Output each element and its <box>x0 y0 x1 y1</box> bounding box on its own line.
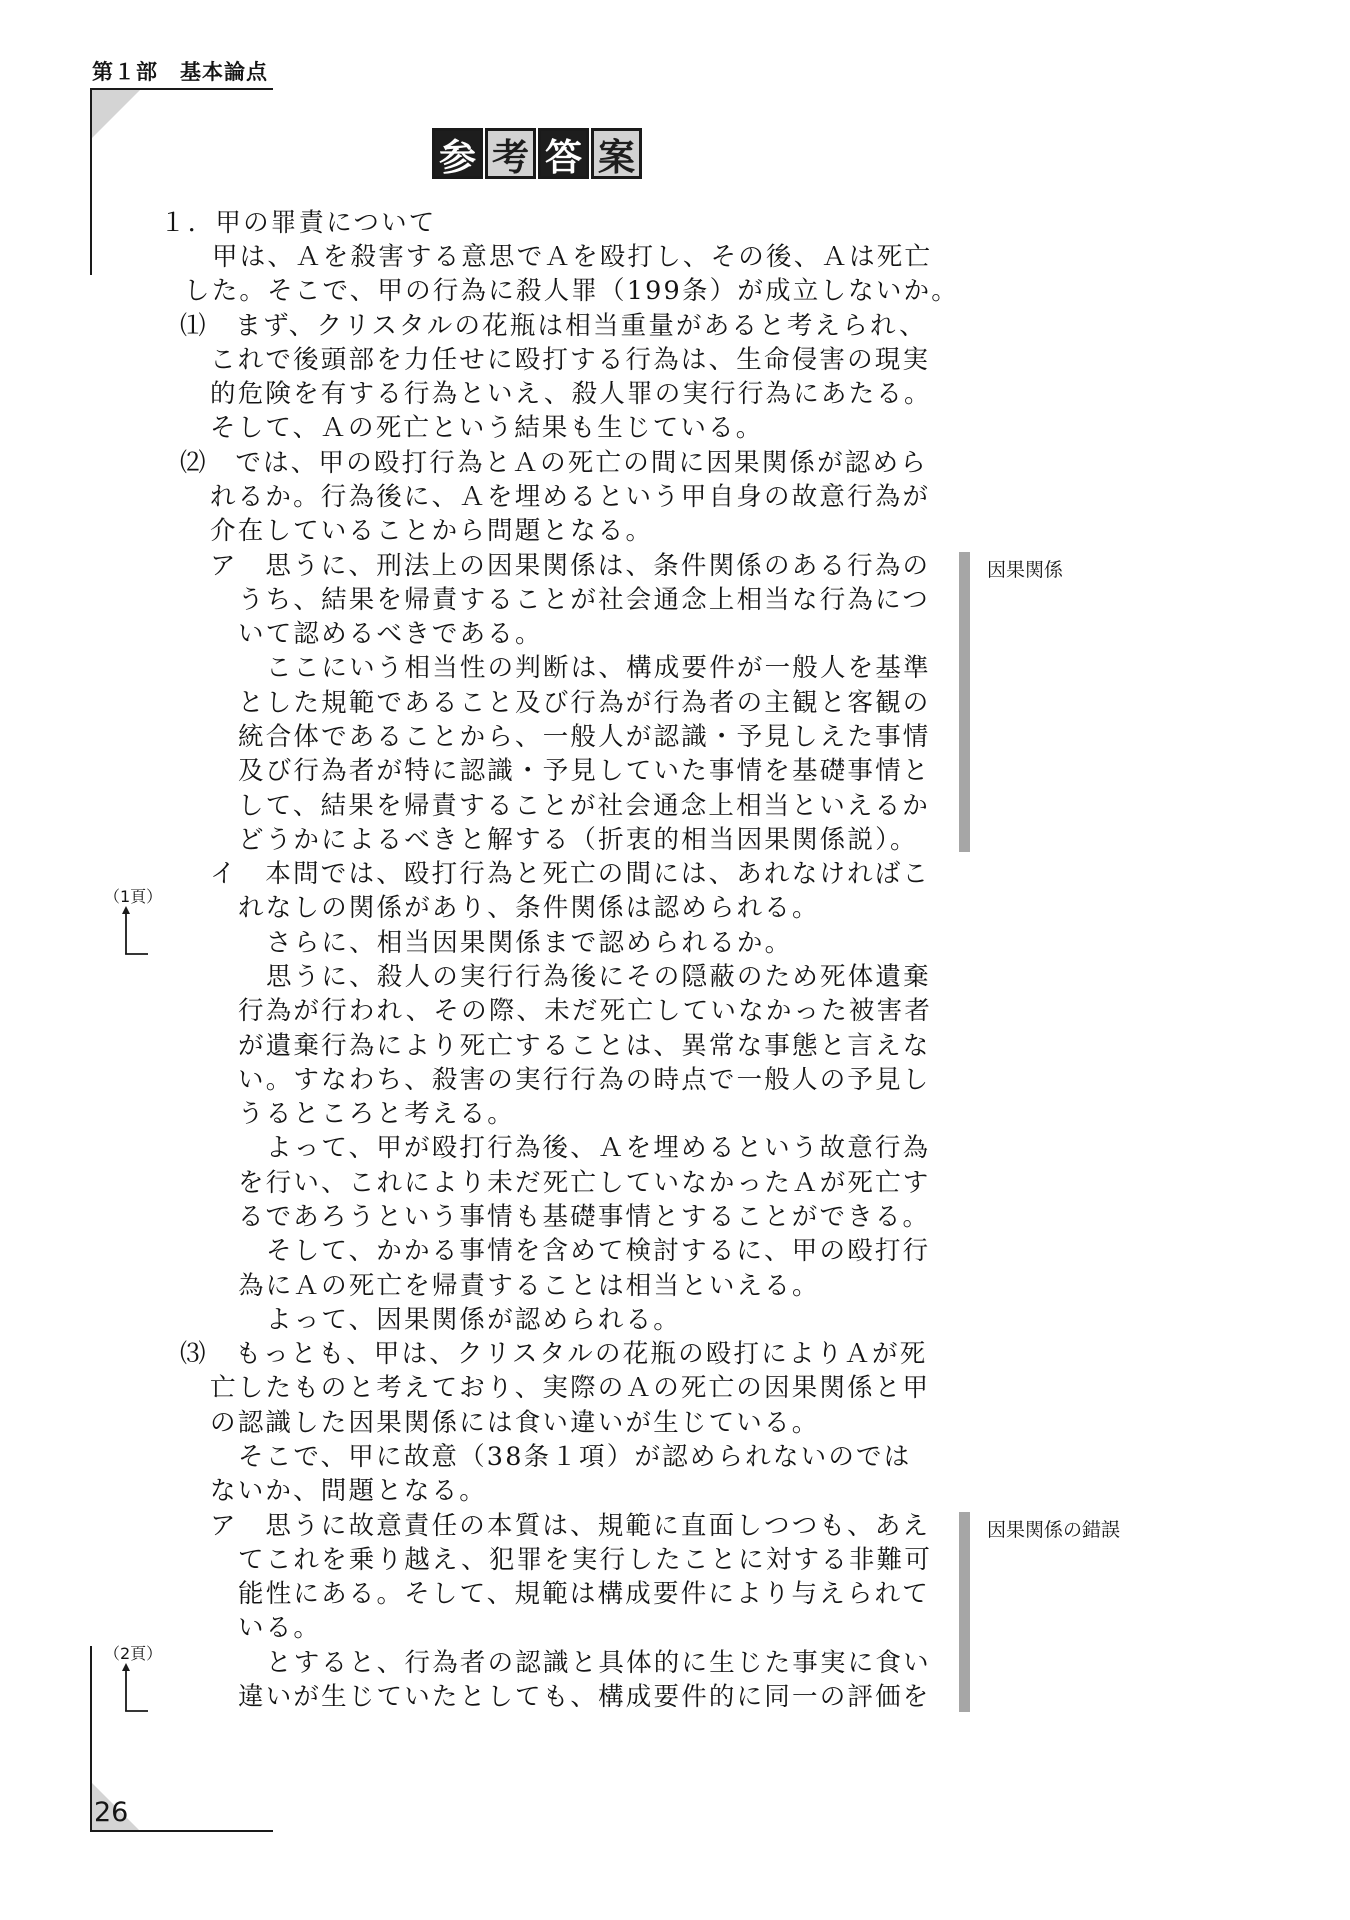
page-number: 26 <box>94 1797 129 1828</box>
title-char-box: 参 <box>432 128 483 179</box>
body-line: よって、甲が殴打行為後、Ａを埋めるという故意行為 <box>266 1133 931 1163</box>
body-line: そこで、甲に故意（38条１項）が認められないのでは <box>238 1442 912 1472</box>
body-line: れなしの関係があり、条件関係は認められる。 <box>238 893 820 923</box>
side-note-causation: 因果関係 <box>987 559 1064 581</box>
up-arrow-icon <box>116 906 150 956</box>
body-line: さらに、相当因果関係まで認められるか。 <box>266 928 793 958</box>
body-line: ⑶ もっとも、甲は、クリスタルの花瓶の殴打によりＡが死 <box>180 1339 928 1369</box>
title-char-box: 案 <box>591 128 642 179</box>
body-line: を行い、これにより未だ死亡していなかったＡが死亡す <box>238 1168 931 1198</box>
body-line: どうかによるべきと解する（折衷的相当因果関係説）。 <box>238 825 918 855</box>
footer-rule <box>90 1830 273 1832</box>
body-line: うるところと考える。 <box>238 1099 516 1129</box>
up-arrow-icon <box>116 1663 150 1713</box>
body-line: いて認めるべきである。 <box>238 619 543 649</box>
body-line: 介在していることから問題となる。 <box>210 516 654 546</box>
body-line: これで後頭部を力任せに殴打する行為は、生命侵害の現実 <box>210 345 931 375</box>
body-line: 的危険を有する行為といえ、殺人罪の実行行為にあたる。 <box>210 379 932 409</box>
body-line: とした規範であること及び行為が行為者の主観と客観の <box>238 688 931 718</box>
body-line: るであろうという事情も基礎事情とすることができる。 <box>238 1202 931 1232</box>
body-line: 亡したものと考えており、実際のＡの死亡の因果関係と甲 <box>210 1373 931 1403</box>
top-corner-triangle <box>92 90 140 138</box>
body-line: てこれを乗り越え、犯罪を実行したことに対する非難可 <box>238 1545 933 1575</box>
body-line: れるか。行為後に、Ａを埋めるという甲自身の故意行為が <box>210 482 931 512</box>
body-line: うち、結果を帰責することが社会通念上相当な行為につ <box>238 585 930 615</box>
body-line: そして、Ａの死亡という結果も生じている。 <box>210 413 764 443</box>
body-line: ⑵ では、甲の殴打行為とＡの死亡の間に因果関係が認めら <box>180 448 928 478</box>
body-line: 違いが生じていたとしても、構成要件的に同一の評価を <box>238 1682 931 1712</box>
body-line: 思うに、殺人の実行行為後にその隠蔽のため死体遺棄 <box>266 962 931 992</box>
side-note-causation-mistake: 因果関係の錯誤 <box>987 1519 1121 1541</box>
body-line: ア 思うに故意責任の本質は、規範に直面しつつも、あえ <box>210 1511 931 1541</box>
side-note-bar <box>959 552 970 852</box>
side-note-bar <box>959 1512 970 1712</box>
title-char-box: 答 <box>538 128 589 179</box>
body-line: して、結果を帰責することが社会通念上相当といえるか <box>238 791 930 821</box>
page-ref-2: （2頁） <box>104 1644 163 1663</box>
body-line: そして、かかる事情を含めて検討するに、甲の殴打行 <box>266 1236 931 1266</box>
body-line: 行為が行われ、その際、未だ死亡していなかった被害者 <box>238 996 933 1026</box>
body-line: ア 思うに、刑法上の因果関係は、条件関係のある行為の <box>210 551 931 581</box>
body-line: ここにいう相当性の判断は、構成要件が一般人を基準 <box>266 653 931 683</box>
body-line: 能性にある。そして、規範は構成要件により与えられて <box>238 1579 930 1609</box>
body-line: とすると、行為者の認識と具体的に生じた事実に食い <box>266 1648 931 1678</box>
body-line: い。すなわち、殺害の実行行為の時点で一般人の予見し <box>238 1065 931 1095</box>
body-line: が遺棄行為により死亡することは、異常な事態と言えな <box>238 1031 931 1061</box>
body-line: 及び行為者が特に認識・予見していた事情を基礎事情と <box>238 756 931 786</box>
body-line: よって、因果関係が認められる。 <box>266 1305 681 1335</box>
body-line: 統合体であることから、一般人が認識・予見しえた事情 <box>238 722 931 752</box>
page-ref-1: （1頁） <box>104 887 163 906</box>
body-line: いる。 <box>238 1613 322 1643</box>
body-line: イ 本問では、殴打行為と死亡の間には、あれなければこ <box>210 859 931 889</box>
body-line: 為にＡの死亡を帰責することは相当といえる。 <box>238 1271 820 1301</box>
body-line: 甲は、Ａを殺害する意思でＡを殴打し、その後、Ａは死亡 <box>212 242 933 272</box>
section-heading: １．甲の罪責について <box>160 208 437 238</box>
running-header: 第１部 基本論点 <box>92 60 268 84</box>
body-line: ⑴ まず、クリスタルの花瓶は相当重量があると考えられ、 <box>180 311 927 341</box>
title-char-box: 考 <box>485 128 536 179</box>
body-line: ないか、問題となる。 <box>210 1476 488 1506</box>
body-line: の認識した因果関係には食い違いが生じている。 <box>210 1408 820 1438</box>
answer-title <box>432 128 642 179</box>
body-line: した。そこで、甲の行為に殺人罪（199条）が成立しないか。 <box>184 276 959 306</box>
